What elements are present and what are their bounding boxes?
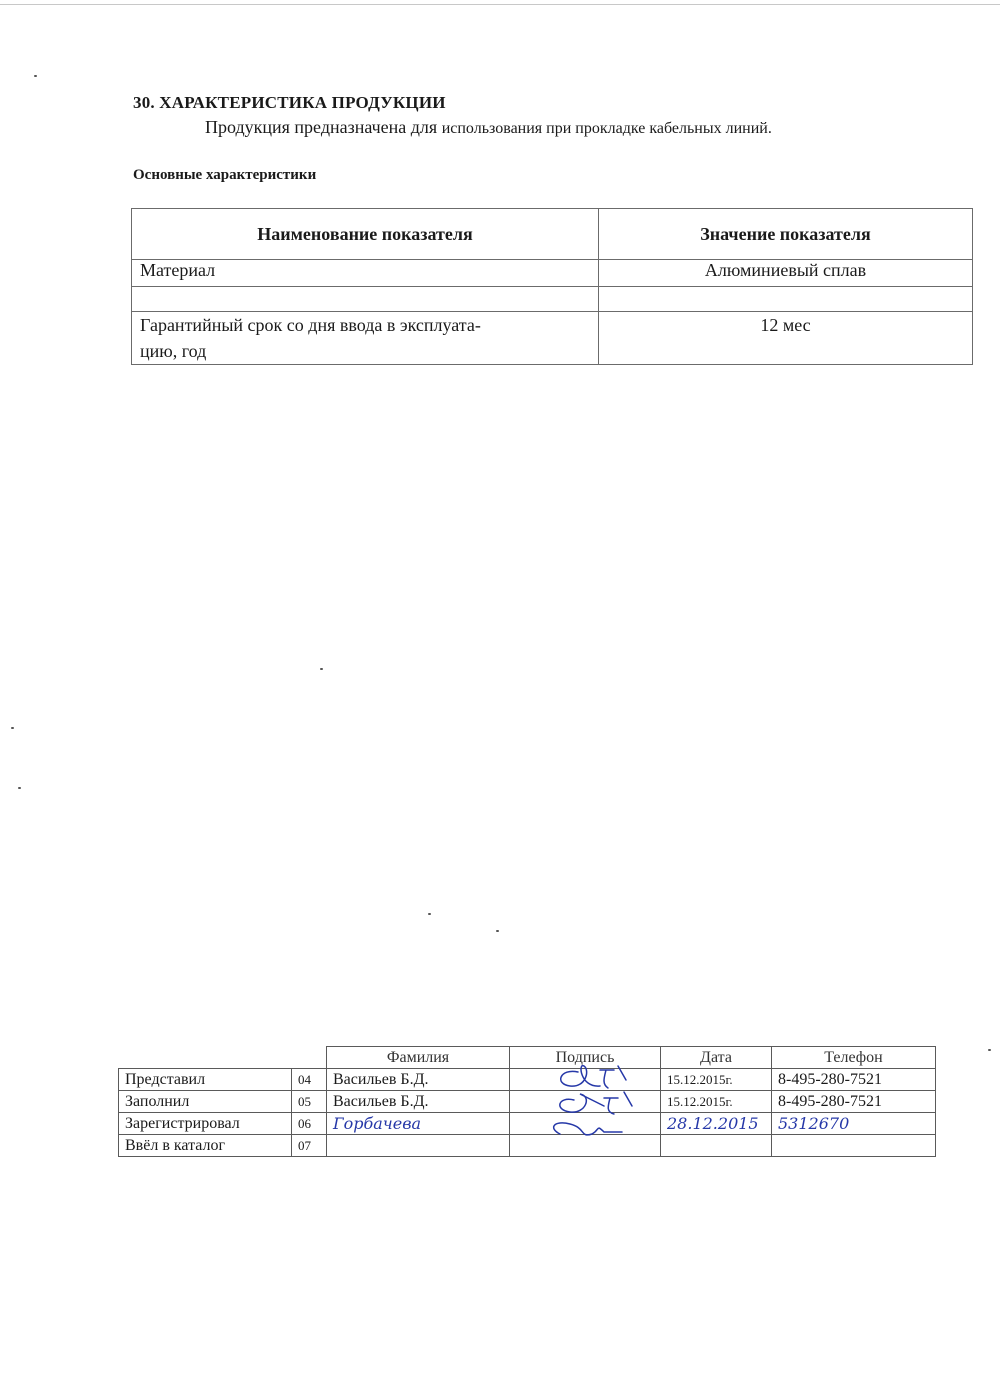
reg-header-date: Дата	[661, 1047, 772, 1069]
reg-row	[119, 1113, 936, 1135]
reg-date: 15.12.2015г.	[661, 1091, 772, 1113]
intro-part1: Продукция предназначена для	[205, 117, 438, 137]
reg-row	[119, 1069, 936, 1091]
registration-table	[118, 1046, 936, 1157]
spec-cell-name	[132, 287, 599, 312]
reg-label: Ввёл в каталог	[119, 1135, 292, 1157]
scan-speck	[18, 787, 21, 789]
reg-phone-handwritten: 5312670	[772, 1113, 936, 1135]
spec-name-line2: цию, год	[140, 341, 207, 361]
intro-paragraph	[205, 117, 772, 138]
reg-label: Заполнил	[119, 1091, 292, 1113]
spec-header-name: Наименование показателя	[132, 209, 599, 260]
spec-header-row	[132, 209, 973, 260]
spec-cell-name: Материал	[132, 260, 599, 287]
spec-table	[131, 208, 973, 365]
scan-speck	[988, 1049, 991, 1051]
handwritten-signature	[540, 1062, 670, 1152]
subsection-title: Основные характеристики	[133, 167, 317, 183]
spec-cell-name	[132, 312, 599, 365]
reg-date	[661, 1135, 772, 1157]
top-edge-rule	[0, 4, 1000, 5]
reg-phone	[772, 1135, 936, 1157]
spec-cell-value	[599, 287, 973, 312]
spec-header-value: Значение показателя	[599, 209, 973, 260]
spec-name-line1: Гарантийный срок со дня ввода в эксплуата-	[140, 315, 481, 335]
section-title: 30. ХАРАКТЕРИСТИКА ПРОДУКЦИИ	[133, 93, 446, 112]
reg-label: Зарегистрировал	[119, 1113, 292, 1135]
scan-speck	[320, 668, 323, 670]
reg-code: 07	[292, 1135, 327, 1157]
scan-speck	[428, 913, 431, 915]
reg-header-phone: Телефон	[772, 1047, 936, 1069]
reg-row	[119, 1135, 936, 1157]
reg-header-row	[119, 1047, 936, 1069]
reg-header-surname: Фамилия	[327, 1047, 510, 1069]
reg-date-handwritten: 28.12.2015	[661, 1113, 772, 1135]
spec-row	[132, 287, 973, 312]
reg-header-signature: Подпись	[510, 1047, 661, 1069]
reg-row	[119, 1091, 936, 1113]
reg-surname	[327, 1135, 510, 1157]
spec-cell-value: Алюминиевый сплав	[599, 260, 973, 287]
reg-surname: Васильев Б.Д.	[327, 1069, 510, 1091]
reg-phone: 8-495-280-7521	[772, 1091, 936, 1113]
reg-label: Представил	[119, 1069, 292, 1091]
reg-surname: Васильев Б.Д.	[327, 1091, 510, 1113]
scan-speck	[496, 930, 499, 932]
spec-row	[132, 312, 973, 365]
intro-part2: использования при прокладке кабельных линий.	[441, 120, 772, 137]
reg-code: 06	[292, 1113, 327, 1135]
reg-surname-handwritten: Горбачева	[327, 1113, 510, 1135]
scan-speck	[34, 75, 37, 77]
spec-cell-value: 12 мес	[599, 312, 973, 365]
reg-code: 05	[292, 1091, 327, 1113]
scan-speck	[11, 727, 14, 729]
reg-code: 04	[292, 1069, 327, 1091]
reg-phone: 8-495-280-7521	[772, 1069, 936, 1091]
spec-row	[132, 260, 973, 287]
reg-date: 15.12.2015г.	[661, 1069, 772, 1091]
